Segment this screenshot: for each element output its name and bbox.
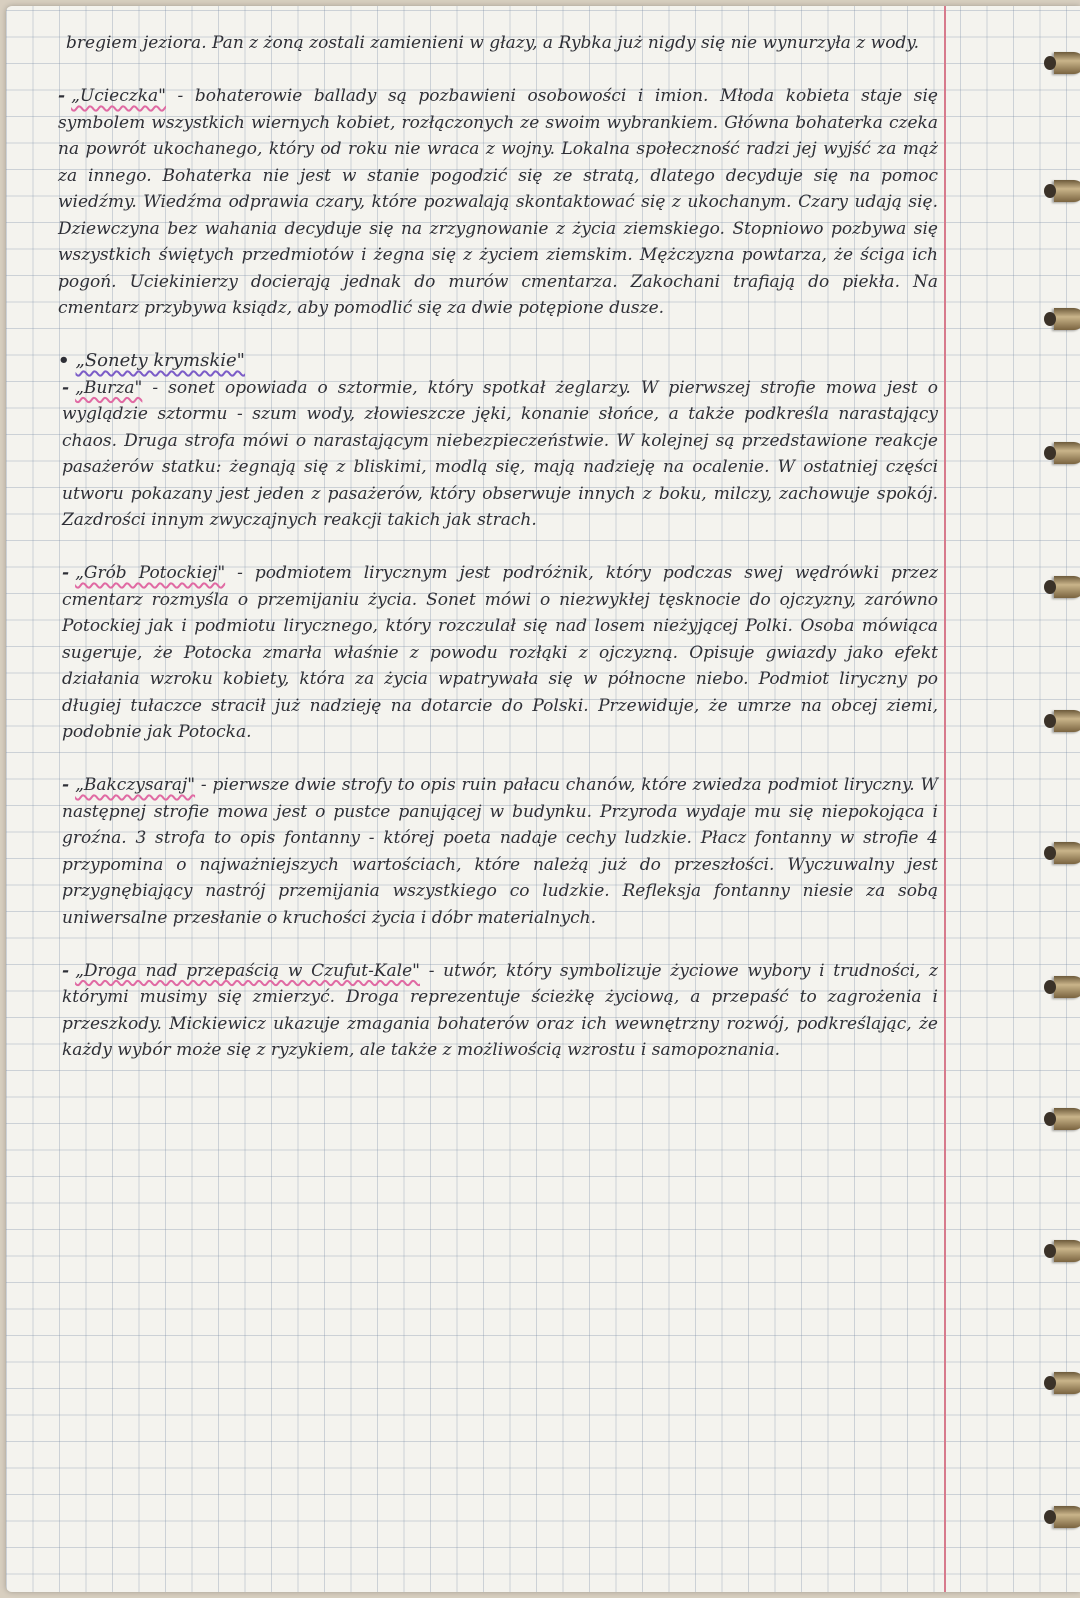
sonnet-paragraph bbox=[62, 958, 938, 1064]
handwritten-notes bbox=[58, 30, 938, 1090]
section-heading bbox=[58, 348, 938, 375]
binder-ring bbox=[1054, 1108, 1080, 1130]
ballad-paragraph bbox=[58, 83, 938, 322]
intro-paragraph: bregiem jeziora. Pan z żoną zostali zamienieni w głazy, a Rybka już nigdy się nie wynurzyła z wody. bbox=[66, 33, 920, 53]
bullet: - bbox=[62, 960, 70, 981]
bullet: - bbox=[62, 377, 70, 398]
ballad-text: - bohaterowie ballady są pozbawieni osobowości i imion. Młoda kobieta staje się symbolem wszystkich wiernych kobiet, rozłączonych ze swoim wybrankiem. Główna bohaterka czeka na powrót ukochanego, który od roku nie wraca z wojny. Lokalna społeczność radzi jej wyjść za mąż za innego. Bohaterka nie jest w stanie pogodzić się ze stratą, dlatego decyduje się na pomoc wiedźmy. Wiedźma odprawia czary, które pozwalają skontaktować się z ukochanym. Czary udają się. Dziewczyna bez wahania decyduje się na zrzygnowanie z życia ziemskiego. Stopniowo pozbywa się wszystkich świętych przedmiotów i żegna się z życiem ziemskim. Mężczyzna powtarza, że ściga ich pogoń. Uciekinierzy docierają jednak do murów cmentarza. Zakochani trafiają do piekła. Na cmentarz przybywa ksiądz, aby pomodlić się za dwie potępione dusze. bbox=[58, 86, 938, 318]
bullet: • bbox=[58, 350, 70, 371]
sonnet-text: - podmiotem lirycznym jest podróżnik, który podczas swej wędrówki przez cmentarz rozmyśla o przemijaniu życia. Sonet mówi o niezwykłej tęsknocie do ojczyzny, zarówno Potockiej jak i podmiotu lirycznego, który rozczulał się nad losem nieżyjącej Polki. Osoba mówiąca sugeruje, że Potocka zmarła właśnie z powodu rozłąki z ojczyzną. Opisuje gwiazdy jako efekt działania wzroku kobiety, która za życia wpatrywała się w północne niebo. Podmiot liryczny po długiej tułaczce stracił już nadzieję na dotarcie do Polski. Przewiduje, że umrze na obcej ziemi, podobnie jak Potocka. bbox=[62, 563, 938, 742]
sonnet-title: „Droga nad przepaścią w Czufut-Kale" bbox=[75, 960, 420, 981]
sonnet-title: „Bakczysaraj" bbox=[75, 775, 196, 795]
sonnet-paragraph bbox=[62, 772, 938, 931]
bullet: - bbox=[58, 86, 66, 106]
sonnet-text: - sonet opowiada o sztormie, który spotkał żeglarzy. W pierwszej strofie mowa jest o wyglądzie sztormu - szum wody, złowieszcze jęki, konanie słońce, a także podkreśla narastający chaos. Druga strofa mówi o narastającym niebezpieczeństwie. W kolejnej są przedstawione reakcje pasażerów statku: żegnają się z bliskimi, modlą się, mają nadzieję na ocalenie. W ostatniej części utworu pokazany jest jeden z pasażerów, który obserwuje innych z boku, milczy, zachowuje spokój. Zazdrości innym zwyczajnych reakcji takich jak strach. bbox=[62, 377, 938, 530]
binder-ring bbox=[1054, 976, 1080, 998]
sonnet-paragraph bbox=[62, 560, 938, 746]
sonnet-text: - utwór, który symbolizuje życiowe wybory i trudności, z którymi musimy się zmierzyć. Droga reprezentuje ścieżkę życiową, a przepaść to zagrożenia i przeszkody. Mickiewicz ukazuje zmagania bohaterów oraz ich wewnętrzny rozwój, podkreślając, że każdy wybór może się z ryzykiem, ale także z możliwością wzrostu i samopoznania. bbox=[62, 960, 938, 1060]
sonnet-title: „Burza" bbox=[75, 377, 143, 398]
binder-ring bbox=[1054, 576, 1080, 598]
sonnet-paragraph bbox=[62, 375, 938, 534]
binder-ring bbox=[1054, 442, 1080, 464]
notebook-page bbox=[6, 6, 1080, 1592]
binder-ring bbox=[1054, 1240, 1080, 1262]
sonnet-title: „Grób Potockiej" bbox=[75, 563, 226, 583]
sonnet-text: - pierwsze dwie strofy to opis ruin pałacu chanów, które zwiedza podmiot liryczny. W następnej strofie mowa jest o pustce panującej w budynku. Przyroda wydaje mu się niepokojąca i groźna. 3 strofa to opis fontanny - której poeta nadaje cechy ludzkie. Płacz fontanny w strofie 4 przypomina o najważniejszych wartościach, które należą już do przeszłości. Wyczuwalny jest przygnębiający nastrój przemijania wszystkiego co ludzkie. Refleksja fontanny niesie za sobą uniwersalne przesłanie o kruchości życia i dóbr materialnych. bbox=[62, 775, 938, 928]
binder-ring bbox=[1054, 1506, 1080, 1528]
binder-ring bbox=[1054, 180, 1080, 202]
binder-ring bbox=[1054, 308, 1080, 330]
binder-ring bbox=[1054, 52, 1080, 74]
bullet: - bbox=[62, 563, 70, 583]
binder-ring bbox=[1054, 710, 1080, 732]
binder-ring bbox=[1054, 842, 1080, 864]
binder-ring bbox=[1054, 1372, 1080, 1394]
bullet: - bbox=[62, 775, 70, 795]
sonnets-heading: „Sonety krymskie" bbox=[75, 350, 245, 371]
margin-line bbox=[944, 6, 946, 1592]
ballad-title: „Ucieczka" bbox=[71, 86, 166, 106]
